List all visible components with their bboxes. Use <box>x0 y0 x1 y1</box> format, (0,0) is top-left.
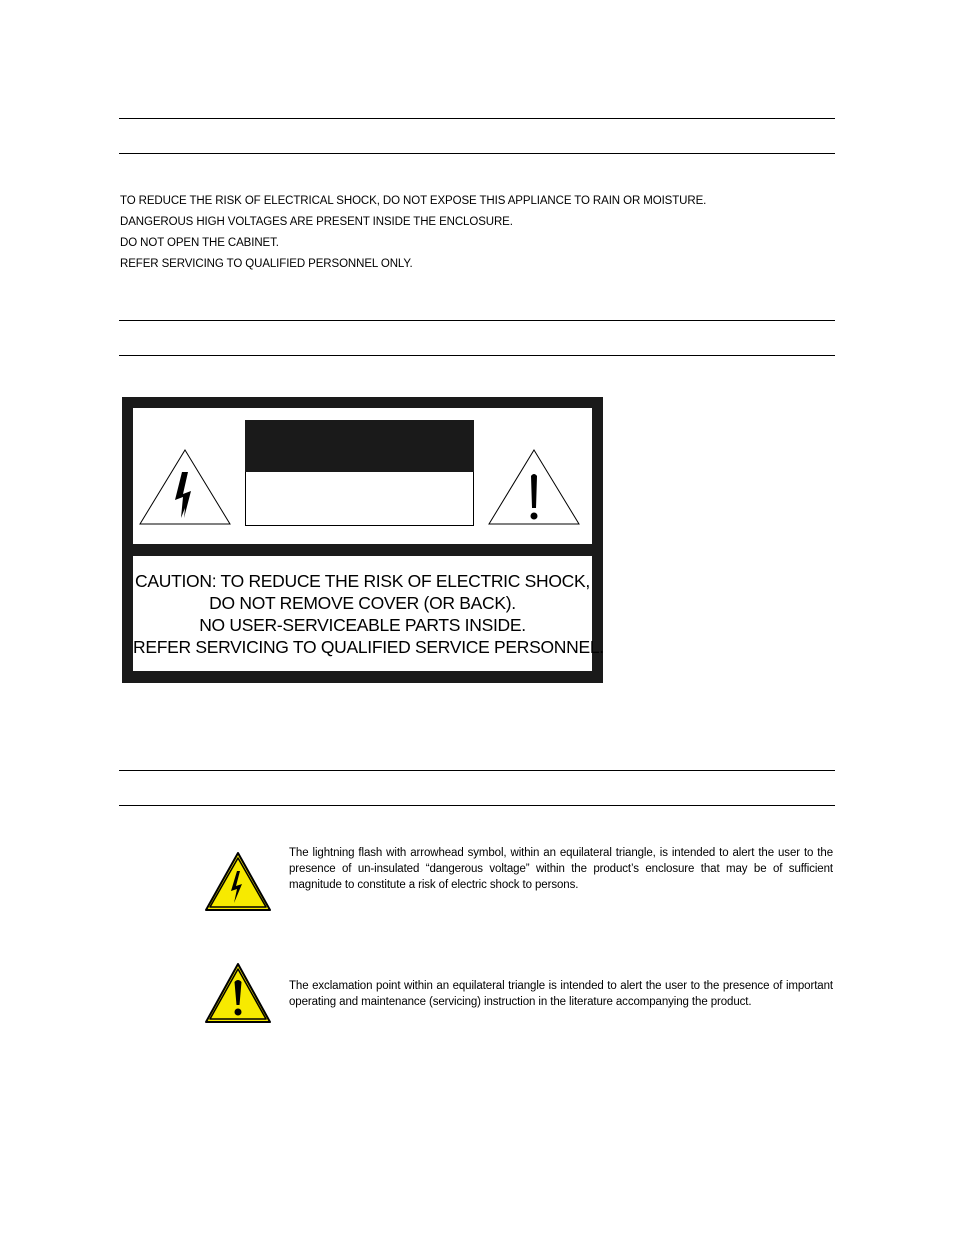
section-rule-3-bottom <box>119 805 835 806</box>
section-rule-3-top <box>119 770 835 771</box>
label-white-panel <box>245 472 474 526</box>
caution-text <box>133 570 604 658</box>
warning-line: TO REDUCE THE RISK OF ELECTRICAL SHOCK, DO NOT EXPOSE THIS APPLIANCE TO RAIN OR MOISTURE. <box>120 195 707 207</box>
section-rule-2-top <box>119 320 835 321</box>
section-rule-1-top <box>119 118 835 119</box>
section-rule-1-bottom <box>119 153 835 154</box>
warning-line: REFER SERVICING TO QUALIFIED PERSONNEL ONLY. <box>120 258 413 270</box>
exclamation-triangle-icon <box>487 448 581 526</box>
lightning-symbol-description: The lightning flash with arrowhead symbol, within an equilateral triangle, is intended to alert the user to the presence of un-insulated “dangerous voltage” within the product’s enclosure that may be of sufficient magnitude to constitute a risk of electric shock to persons. <box>289 847 833 891</box>
exclamation-warning-icon <box>204 962 272 1024</box>
caution-line: CAUTION: TO REDUCE THE RISK OF ELECTRIC SHOCK, <box>135 571 590 591</box>
caution-line: NO USER-SERVICEABLE PARTS INSIDE. <box>199 615 526 635</box>
caution-label-header <box>133 408 592 544</box>
lightning-warning-icon <box>204 851 272 912</box>
warning-line: DO NOT OPEN THE CABINET. <box>120 237 279 249</box>
label-black-panel <box>245 420 474 472</box>
caution-line: DO NOT REMOVE COVER (OR BACK). <box>209 593 516 613</box>
warning-line: DANGEROUS HIGH VOLTAGES ARE PRESENT INSIDE THE ENCLOSURE. <box>120 216 513 228</box>
caution-label <box>122 397 603 683</box>
exclamation-symbol-description: The exclamation point within an equilateral triangle is intended to alert the user to the presence of important operating and maintenance (servicing) instruction in the literature accompanying the product. <box>289 980 833 1008</box>
caution-label-body <box>133 556 604 671</box>
section-rule-2-bottom <box>119 355 835 356</box>
lightning-triangle-icon <box>138 448 232 526</box>
caution-line: REFER SERVICING TO QUALIFIED SERVICE PERSONNEL. <box>133 637 604 657</box>
warning-text-block <box>120 191 706 275</box>
